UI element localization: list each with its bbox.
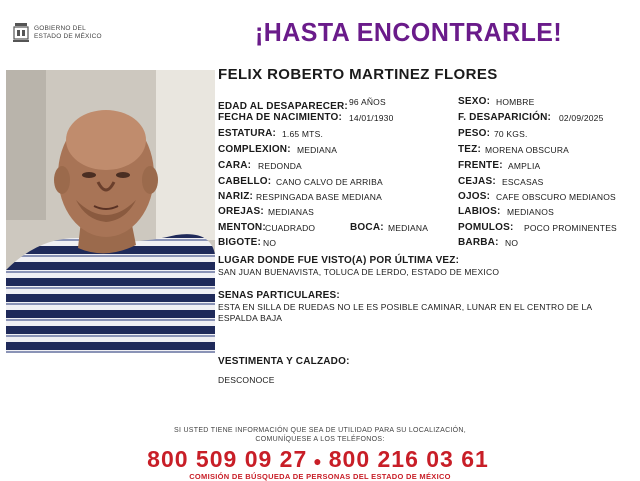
vestimenta-label: VESTIMENTA Y CALZADO: — [218, 356, 350, 367]
lugar-value: SAN JUAN BUENAVISTA, TOLUCA DE LERDO, ESTADO DE MEXICO — [218, 267, 500, 277]
orejas-value: MEDIANAS — [268, 207, 314, 217]
pomulos-value: POCO PROMINENTES — [524, 223, 617, 233]
senas-line-1: ESTA EN SILLA DE RUEDAS NO LE ES POSIBLE CAMINAR, LUNAR EN EL CENTRO DE LA — [218, 302, 593, 312]
menton-label: MENTON: — [218, 222, 266, 233]
lugar-label: LUGAR DONDE FUE VISTO(A) POR ÚLTIMA VEZ: — [218, 255, 460, 266]
phone-1[interactable]: 800 509 09 27 — [147, 446, 308, 472]
complexion-value: MEDIANA — [297, 145, 338, 155]
phone-2[interactable]: 800 216 03 61 — [328, 446, 489, 472]
gov-line-2: ESTADO DE MÉXICO — [34, 33, 102, 40]
cara-label: CARA: — [218, 160, 252, 171]
senas-label: SENAS PARTICULARES: — [218, 290, 340, 301]
tez-label: TEZ: — [458, 144, 482, 155]
person-name: FELIX ROBERTO MARTINEZ FLORES — [218, 66, 498, 83]
estatura-label: ESTATURA: — [218, 128, 277, 139]
tez-value: MORENA OBSCURA — [485, 145, 570, 155]
contact-note — [130, 426, 510, 444]
sexo-value: HOMBRE — [496, 97, 535, 107]
barba-value: NO — [505, 238, 519, 248]
sexo-label: SEXO: — [458, 96, 491, 107]
comision-name: COMISIÓN DE BÚSQUEDA DE PERSONAS DEL ESTADO DE MÉXICO — [189, 472, 451, 481]
contact-note-line-1: SI USTED TIENE INFORMACIÓN QUE SEA DE UTILIDAD PARA SU LOCALIZACIÓN, — [173, 427, 467, 434]
state-emblem-icon — [12, 22, 30, 44]
frente-value: AMPLIA — [508, 161, 541, 171]
labios-value: MEDIANOS — [507, 207, 554, 217]
portrait-illustration — [6, 70, 215, 353]
person-photo — [6, 70, 215, 353]
frente-label: FRENTE: — [458, 160, 503, 171]
nariz-value: RESPINGADA BASE MEDIANA — [256, 192, 382, 202]
menton-value: CUADRADO — [265, 223, 316, 233]
cejas-label: CEJAS: — [458, 176, 496, 187]
gov-line-1: GOBIERNO DEL — [34, 25, 86, 32]
orejas-label: OREJAS: — [218, 206, 264, 217]
ojos-label: OJOS: — [458, 191, 491, 202]
peso-value: 70 KGS. — [494, 129, 528, 139]
nacimiento-label: FECHA DE NACIMIENTO: — [218, 112, 342, 123]
pomulos-label: POMULOS: — [458, 222, 514, 233]
nariz-label: NARIZ: — [218, 191, 254, 202]
senas-line-2: ESPALDA BAJA — [218, 313, 283, 323]
bigote-label: BIGOTE: — [218, 237, 262, 248]
labios-label: LABIOS: — [458, 206, 501, 217]
headline: ¡HASTA ENCONTRARLE! — [255, 14, 572, 50]
cara-value: REDONDA — [258, 161, 302, 171]
nacimiento-value: 14/01/1930 — [349, 113, 394, 123]
complexion-label: COMPLEXION: — [218, 144, 291, 155]
boca-label: BOCA: — [350, 222, 384, 233]
bigote-value: NO — [263, 238, 277, 248]
edad-value: 96 AÑOS — [349, 97, 386, 107]
phone-numbers — [108, 446, 528, 473]
desaparicion-value: 02/09/2025 — [559, 113, 604, 123]
government-logo — [12, 22, 112, 46]
vestimenta-value: DESCONOCE — [218, 375, 275, 385]
edad-label: EDAD AL DESAPARECER: — [218, 101, 348, 112]
cabello-label: CABELLO: — [218, 176, 272, 187]
cabello-value: CANO CALVO DE ARRIBA — [276, 177, 383, 187]
estatura-value: 1.65 MTS. — [282, 129, 324, 139]
desaparicion-label: F. DESAPARICIÓN: — [458, 112, 552, 123]
ojos-value: CAFE OBSCURO MEDIANOS — [496, 192, 616, 202]
barba-label: BARBA: — [458, 237, 499, 248]
cejas-value: ESCASAS — [502, 177, 544, 187]
peso-label: PESO: — [458, 128, 491, 139]
boca-value: MEDIANA — [388, 223, 429, 233]
bullet-separator: ● — [313, 452, 323, 469]
contact-note-line-2: COMUNÍQUESE A LOS TELÉFONOS: — [255, 436, 385, 443]
